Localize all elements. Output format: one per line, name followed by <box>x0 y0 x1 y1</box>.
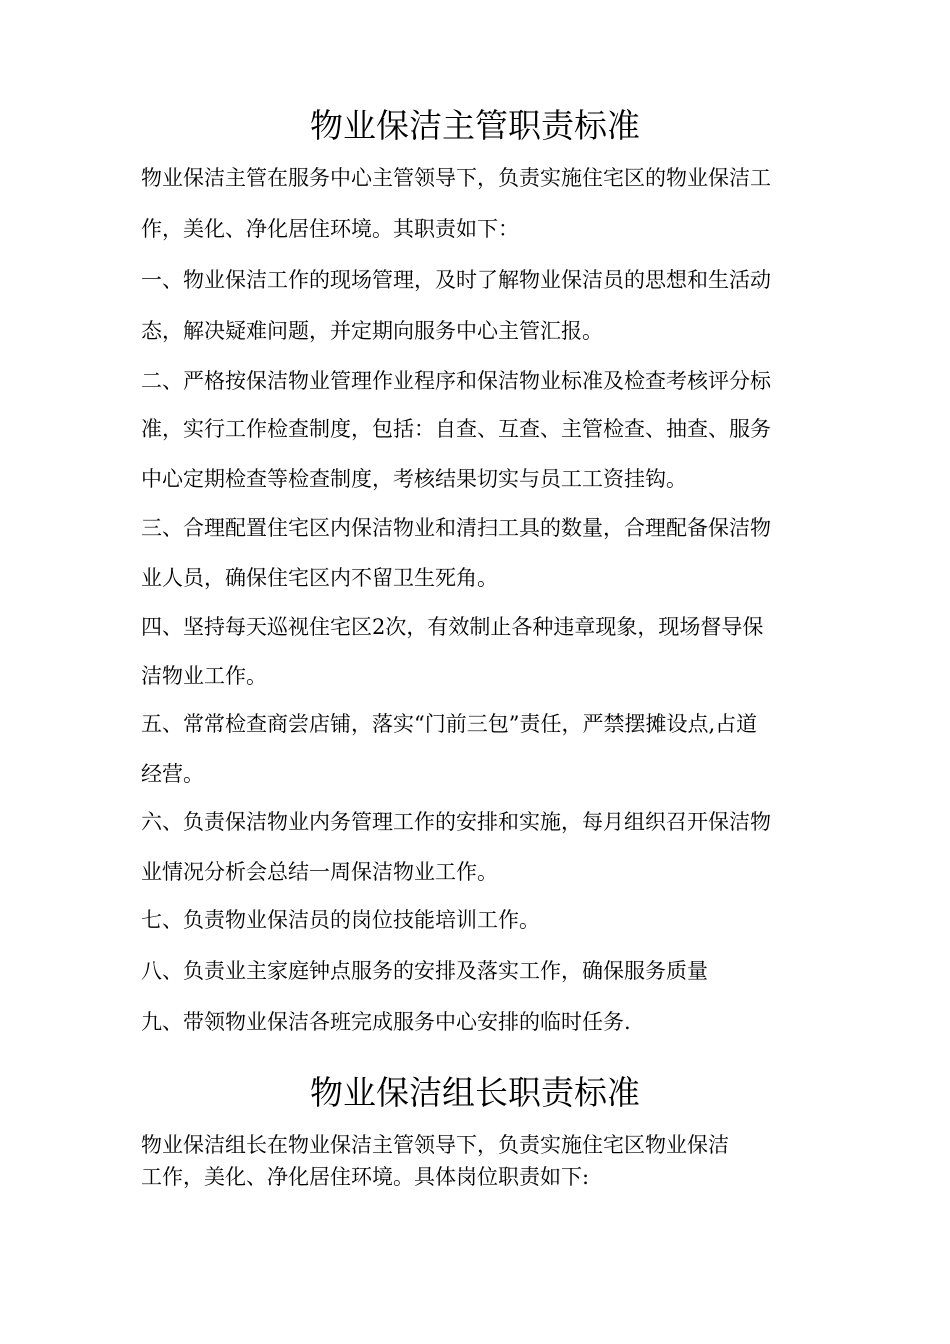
section1-line: 二、严格按保洁物业管理作业程序和保洁物业标准及检查考核评分标 <box>141 369 771 393</box>
section1-line: 三、合理配置住宅区内保洁物业和清扫工具的数量，合理配备保洁物 <box>141 516 771 540</box>
section2-line: 物业保洁组长在物业保洁主管领导下，负责实施住宅区物业保洁 <box>141 1133 729 1157</box>
section1-line: 四、坚持每天巡视住宅区2次，有效制止各种违章现象，现场督导保 <box>141 615 764 639</box>
section1-line: 作，美化、净化居住环境。其职责如下： <box>141 217 519 241</box>
section1-line: 七、负责物业保洁员的岗位技能培训工作。 <box>141 908 540 932</box>
section1-line: 中心定期检查等检查制度，考核结果切实与员工工资挂钩。 <box>141 467 687 491</box>
section1-line: 经营。 <box>141 762 204 786</box>
section1-line: 业情况分析会总结一周保洁物业工作。 <box>141 860 498 884</box>
section1-title: 物业保洁主管职责标准 <box>310 106 640 145</box>
section1-line: 九、带领物业保洁各班完成服务中心安排的临时任务. <box>141 1010 631 1034</box>
section2-line: 工作，美化、净化居住环境。具体岗位职责如下: <box>141 1165 590 1189</box>
section1-line: 准，实行工作检查制度，包括：自查、互查、主管检查、抽查、服务 <box>141 417 771 441</box>
section1-line: 一、物业保洁工作的现场管理，及时了解物业保洁员的思想和生活动 <box>141 268 771 292</box>
section1-line: 洁物业工作。 <box>141 664 267 688</box>
section1-line: 态，解决疑难问题，并定期向服务中心主管汇报。 <box>141 319 603 343</box>
section1-line: 五、常常检查商尝店铺，落实“门前三包”责任，严禁摆摊设点,占道 <box>141 712 758 736</box>
section1-line: 业人员，确保住宅区内不留卫生死角。 <box>141 566 498 590</box>
section1-line: 八、负责业主家庭钟点服务的安排及落实工作，确保服务质量 <box>141 959 708 983</box>
section1-line: 物业保洁主管在服务中心主管领导下，负责实施住宅区的物业保洁工 <box>141 166 771 190</box>
section1-line: 六、负责保洁物业内务管理工作的安排和实施，每月组织召开保洁物 <box>141 810 771 834</box>
section2-title: 物业保洁组长职责标准 <box>310 1073 640 1112</box>
